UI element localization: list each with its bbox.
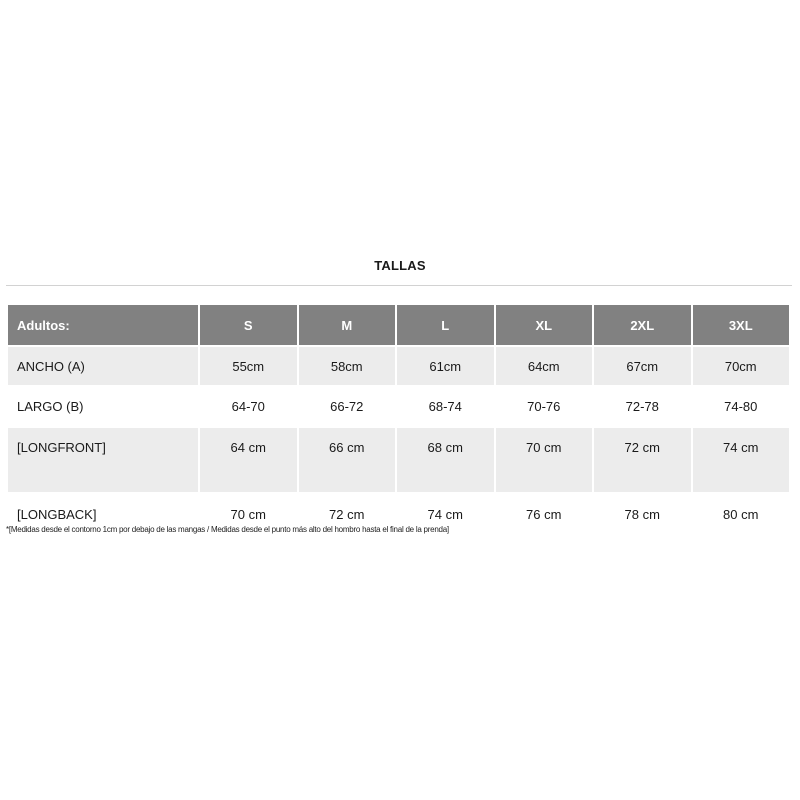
table-cell: 55cm: [200, 347, 297, 387]
row-label: LARGO (B): [8, 387, 198, 428]
table-cell: 64 cm: [200, 428, 297, 494]
table-cell: 68 cm: [397, 428, 494, 494]
table-cell: 70cm: [693, 347, 790, 387]
size-header: M: [299, 305, 396, 347]
table-row: [8, 347, 789, 387]
table-cell: 74 cm: [397, 494, 494, 536]
table-cell: 70-76: [496, 387, 593, 428]
table-cell: 61cm: [397, 347, 494, 387]
corner-header: Adultos:: [8, 305, 198, 347]
table-cell: 67cm: [594, 347, 691, 387]
table-cell: 72 cm: [299, 494, 396, 536]
table-cell: 68-74: [397, 387, 494, 428]
table-cell: 80 cm: [693, 494, 790, 536]
table-cell: 58cm: [299, 347, 396, 387]
table-cell: 74-80: [693, 387, 790, 428]
table-cell: 72 cm: [594, 428, 691, 494]
table-cell: 72-78: [594, 387, 691, 428]
size-header: S: [200, 305, 297, 347]
row-label: ANCHO (A): [8, 347, 198, 387]
size-chart-table: [6, 305, 791, 536]
size-header: L: [397, 305, 494, 347]
size-header: 2XL: [594, 305, 691, 347]
row-label: [LONGBACK]: [8, 494, 198, 536]
footnote: *[Medidas desde el contorno 1cm por debajo de las mangas / Medidas desde el punto más alto del hombro hasta el final de la prenda]: [6, 525, 449, 534]
table-cell: 70 cm: [496, 428, 593, 494]
size-header: XL: [496, 305, 593, 347]
size-header: 3XL: [693, 305, 790, 347]
table-cell: 74 cm: [693, 428, 790, 494]
table-cell: 66-72: [299, 387, 396, 428]
table-cell: 70 cm: [200, 494, 297, 536]
table-row: [8, 428, 789, 494]
title-divider: [6, 285, 792, 286]
table-row: [8, 387, 789, 428]
table-cell: 76 cm: [496, 494, 593, 536]
table-cell: 78 cm: [594, 494, 691, 536]
row-label: [LONGFRONT]: [8, 428, 198, 494]
table-header-row: [8, 305, 789, 347]
table-cell: 66 cm: [299, 428, 396, 494]
page-title: TALLAS: [374, 258, 426, 273]
table-cell: 64-70: [200, 387, 297, 428]
table-cell: 64cm: [496, 347, 593, 387]
